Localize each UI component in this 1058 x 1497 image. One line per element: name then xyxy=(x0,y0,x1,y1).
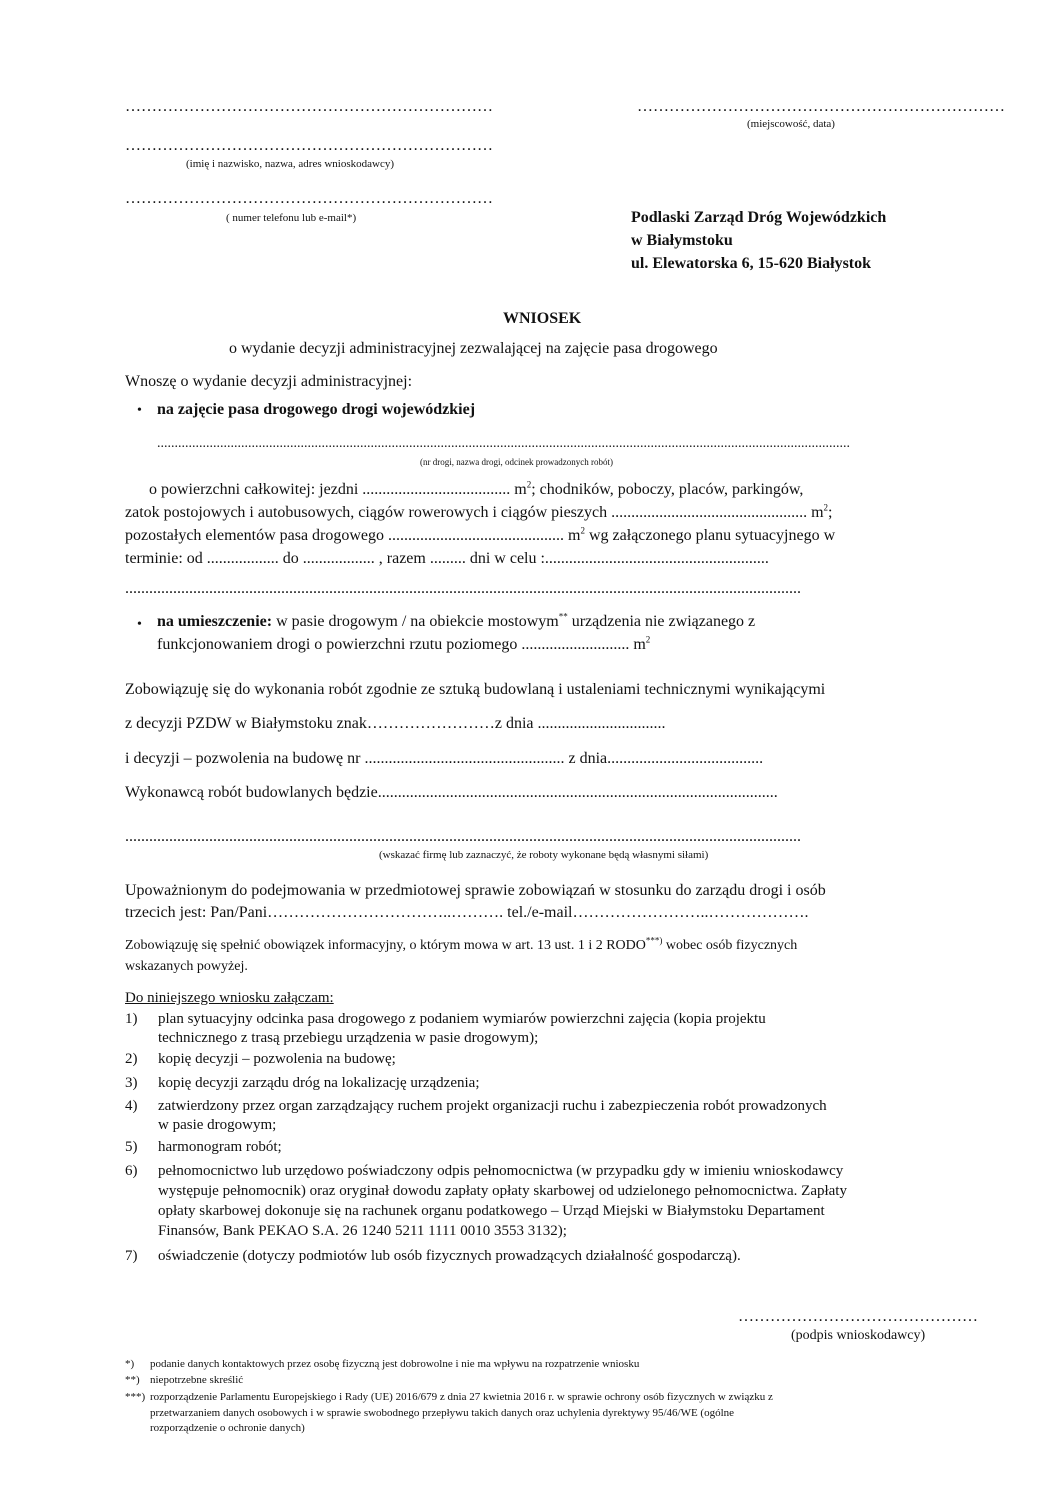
attachment-num-3: 3) xyxy=(125,1075,138,1091)
intro-text: Wnoszę o wydanie decyzji administracyjnej: xyxy=(125,373,413,390)
place-dots-left-1[interactable]: …………………………………………………………… xyxy=(125,98,493,115)
bullet-2: • xyxy=(137,617,142,632)
bullet-2-line-1: na umieszczenie: w pasie drogowym / na obiekcie mostowym** urządzenia nie związanego z xyxy=(157,611,756,630)
footnote-mark-2: **) xyxy=(125,1374,140,1386)
attachment-1-line-1: plan sytuacyjny odcinka pasa drogowego z podaniem wymiarów powierzchni zajęcia (kopia projektu xyxy=(158,1011,766,1027)
addressee-line-1: Podlaski Zarząd Dróg Wojewódzkich xyxy=(631,209,887,226)
footnote-mark-3: ***) xyxy=(125,1391,146,1403)
obligation-line-2[interactable]: z decyzji PZDW w Białymstoku znak……………………z dnia ................................ xyxy=(125,715,666,732)
contractor-caption: (wskazać firmę lub zaznaczyć, że roboty wykonane będą własnymi siłami) xyxy=(379,849,709,861)
authorized-line-1: Upoważnionym do podejmowania w przedmiotowej sprawie zobowiązań w stosunku do zarządu drogi i osób xyxy=(125,882,826,899)
area-line-3: pozostałych elementów pasa drogowego ............................................ $m^2$ wg załączonego planu sytuacyjnego w xyxy=(125,525,836,544)
footnote-text-1: podanie danych kontaktowych przez osobę fizyczną jest dobrowolne i nie ma wpływu na rozpatrzenie wniosku xyxy=(150,1358,640,1370)
bullet-1-label: na zajęcie pasa drogowego drogi wojewódzkiej xyxy=(157,401,476,418)
area-line-4[interactable]: terminie: od .................. do .................. , razem ......... dni w celu :........................................................ xyxy=(125,550,769,567)
signature-caption: (podpis wnioskodawcy) xyxy=(791,1328,926,1343)
contractor-dots[interactable]: ......................................................................................................................................................................... xyxy=(125,828,801,845)
attachment-num-2: 2) xyxy=(125,1051,138,1067)
footnote-text-3: rozporządzenie Parlamentu Europejskiego i Rady (UE) 2016/679 z dnia 27 kwietnia 2016 r. w sprawie ochrony osób fizycznych w związku z xyxy=(150,1391,773,1403)
attachment-num-5: 5) xyxy=(125,1139,138,1155)
bullet-1: • xyxy=(137,403,142,418)
document-title: WNIOSEK xyxy=(503,310,582,327)
attachment-2-line-1: kopię decyzji – pozwolenia na budowę; xyxy=(158,1051,396,1067)
applicant-caption: (imię i nazwisko, nazwa, adres wnioskodawcy) xyxy=(186,158,395,170)
rodo-line-1: Zobowiązuję się spełnić obowiązek informacyjny, o którym mowa w art. 13 ust. 1 i 2 RODO***) wobec osób fizycznych xyxy=(125,935,798,953)
attachment-num-7: 7) xyxy=(125,1248,138,1264)
addressee-line-3: ul. Elewatorska 6, 15-620 Białystok xyxy=(631,255,872,272)
attachment-6-line-3: opłaty skarbowej dokonuje się na rachunek organu podatkowego – Urząd Miejski w Białymstoku Departament xyxy=(158,1203,825,1219)
phone-dots[interactable]: …………………………………………………………… xyxy=(125,190,493,207)
attachment-5-line-1: harmonogram robót; xyxy=(158,1139,282,1155)
obligation-line-1: Zobowiązuję się do wykonania robót zgodnie ze sztuką budowlaną i ustaleniami technicznymi wynikającymi xyxy=(125,681,826,698)
attachment-num-1: 1) xyxy=(125,1011,138,1027)
attachment-6-line-1: pełnomocnictwo lub urzędowo poświadczony odpis pełnomocnictwa (w przypadku gdy w imieniu wnioskodawcy xyxy=(158,1163,844,1179)
attachment-3-line-1: kopię decyzji zarządu dróg na lokalizację urządzenia; xyxy=(158,1075,480,1091)
phone-caption: ( numer telefonu lub e-mail*) xyxy=(226,212,357,224)
road-caption: (nr drogi, nazwa drogi, odcinek prowadzonych robót) xyxy=(420,457,613,467)
attachment-4-line-2: w pasie drogowym; xyxy=(158,1117,277,1133)
place-date-dots[interactable]: …………………………………………………………… xyxy=(637,98,1005,115)
signature-dots[interactable]: ……………………………………… xyxy=(738,1308,978,1325)
rodo-line-2: wskazanych powyżej. xyxy=(125,959,248,974)
applicant-dots[interactable]: …………………………………………………………… xyxy=(125,137,493,154)
footnote-mark-1: *) xyxy=(125,1358,135,1370)
attachment-num-4: 4) xyxy=(125,1098,138,1114)
attachment-6-line-4: Finansów, Bank PEKAO S.A. 26 1240 5211 1111 0010 3553 3132); xyxy=(158,1223,567,1239)
footnote-text-5: rozporządzenie o ochronie danych) xyxy=(150,1422,305,1434)
attachment-4-line-1: zatwierdzony przez organ zarządzający ruchem projekt organizacji ruchu i zabezpieczenia robót prowadzonych xyxy=(158,1098,827,1114)
area-line-1: o powierzchni całkowitej: jezdni ..................................... $m^2$; chodników, poboczy, placów, parkingów, xyxy=(149,479,804,498)
area-line-5[interactable]: ......................................................................................................................................................................... xyxy=(125,580,801,597)
obligation-line-3[interactable]: i decyzji – pozwolenia na budowę nr .................................................. z dnia....................................... xyxy=(125,750,764,767)
footnote-text-2: niepotrzebne skreślić xyxy=(150,1374,244,1386)
attachment-6-line-2: występuje pełnomocnik) oraz oryginał dowodu zapłaty opłaty skarbowej od udzielonego pełnomocnictwa. Zapłaty xyxy=(158,1183,847,1199)
attachment-num-6: 6) xyxy=(125,1163,138,1179)
attachments-heading: Do niniejszego wniosku załączam: xyxy=(125,990,334,1006)
obligation-line-4[interactable]: Wykonawcą robót budowlanych będzie.................................................................................................... xyxy=(125,784,778,801)
addressee-line-2: w Białymstoku xyxy=(631,232,733,249)
footnote-text-4: przetwarzaniem danych osobowych i w sprawie swobodnego przepływu takich danych oraz uchylenia dyrektywy 95/46/WE (ogólne xyxy=(150,1407,735,1419)
attachment-1-line-2: technicznego z trasą przebiegu urządzenia w pasie drogowym); xyxy=(158,1030,539,1046)
place-date-caption: (miejscowość, data) xyxy=(747,118,835,130)
document-subtitle: o wydanie decyzji administracyjnej zezwalającej na zajęcie pasa drogowego xyxy=(229,340,718,357)
area-line-2: zatok postojowych i autobusowych, ciągów rowerowych i ciągów pieszych ................................................. $m^2$; xyxy=(125,502,833,521)
attachment-7-line-1: oświadczenie (dotyczy podmiotów lub osób fizycznych prowadzących działalność gospodarczą). xyxy=(158,1248,741,1264)
bullet-2-line-2: funkcjonowaniem drogi o powierzchni rzutu poziomego ........................... $m^2$ xyxy=(157,634,651,653)
authorized-line-2[interactable]: trzecich jest: Pan/Pani……………………………..………. tel./e-mail……………………..………………. xyxy=(125,904,809,921)
road-dots[interactable]: ...................................................................................................................................................................................................... xyxy=(157,436,850,451)
